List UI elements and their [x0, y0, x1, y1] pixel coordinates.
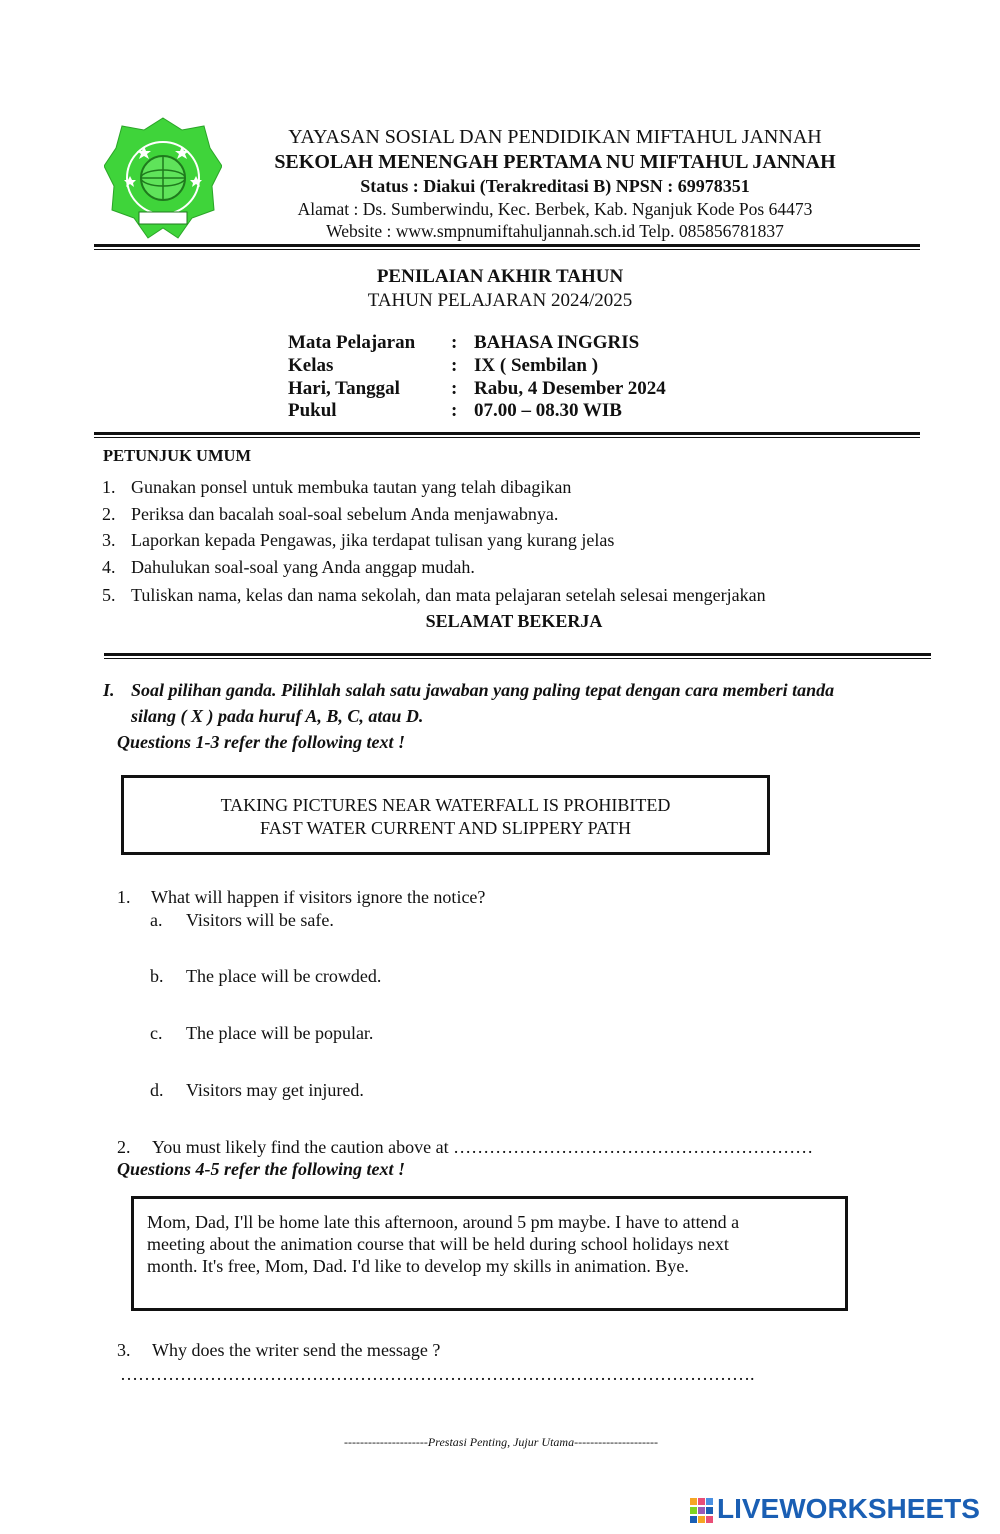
notice-line-1: TAKING PICTURES NEAR WATERFALL IS PROHIBITED — [220, 795, 671, 815]
message-box — [131, 1196, 848, 1311]
option-b-text[interactable]: The place will be crowded. — [186, 966, 382, 986]
subject-label: Mata Pelajaran — [288, 332, 416, 353]
liveworksheets-brand[interactable] — [690, 1493, 990, 1526]
option-d-text[interactable]: Visitors may get injured. — [186, 1080, 364, 1100]
exam-year: TAHUN PELAJARAN 2024/2025 — [367, 290, 633, 311]
question-2-text[interactable]: You must likely find the caution above at …………………………………………………… — [152, 1137, 814, 1157]
class-colon: : — [451, 355, 458, 376]
question-1-number: 1. — [117, 887, 131, 907]
question-2-number: 2. — [117, 1137, 131, 1157]
message-line-1: Mom, Dad, I'll be home late this afternoon, around 5 pm maybe. I have to attend a — [147, 1212, 740, 1232]
liveworksheets-logo-icon — [690, 1498, 714, 1524]
list-item: Dahulukan soal-soal yang Anda anggap mudah. — [131, 557, 475, 577]
time-label: Pukul — [288, 400, 337, 421]
class-label: Kelas — [288, 355, 334, 376]
list-item-number: 5. — [102, 585, 116, 605]
option-b-letter[interactable]: b. — [150, 966, 164, 986]
question-1-text: What will happen if visitors ignore the notice? — [151, 887, 486, 907]
list-item-number: 2. — [102, 504, 116, 524]
question-3-text: Why does the writer send the message ? — [152, 1340, 441, 1360]
section-instruction-line2: silang ( X ) pada huruf A, B, C, atau D. — [131, 706, 424, 726]
notice-line-2: FAST WATER CURRENT AND SLIPPERY PATH — [260, 818, 631, 838]
list-item: Laporkan kepada Pengawas, jika terdapat tulisan yang kurang jelas — [131, 530, 615, 550]
date-colon: : — [451, 378, 458, 399]
subject-colon: : — [451, 332, 458, 353]
refer-questions-4-5: Questions 4-5 refer the following text ! — [117, 1159, 406, 1179]
header-divider — [94, 244, 920, 250]
school-name: SEKOLAH MENENGAH PERTAMA NU MIFTAHUL JANNAH — [274, 151, 836, 173]
option-a-letter[interactable]: a. — [150, 910, 163, 930]
notice-box — [121, 775, 770, 855]
time-value: 07.00 – 08.30 WIB — [474, 400, 622, 421]
time-colon: : — [451, 400, 458, 421]
class-value: IX ( Sembilan ) — [474, 355, 599, 376]
closing-greeting: SELAMAT BEKERJA — [425, 611, 603, 631]
details-divider — [94, 432, 920, 438]
school-address: Alamat : Ds. Sumberwindu, Kec. Berbek, Kab. Nganjuk Kode Pos 64473 — [297, 199, 813, 219]
subject-value: BAHASA INGGRIS — [474, 332, 640, 353]
section-instruction-line1: Soal pilihan ganda. Pilihlah salah satu jawaban yang paling tepat dengan cara memberi tanda — [131, 680, 835, 700]
option-d-letter[interactable]: d. — [150, 1080, 164, 1100]
refer-questions-1-3: Questions 1-3 refer the following text ! — [117, 732, 406, 752]
foundation-name: YAYASAN SOSIAL DAN PENDIDIKAN MIFTAHUL JANNAH — [288, 126, 822, 148]
section-number: I. — [103, 680, 115, 700]
school-website: Website : www.smpnumiftahuljannah.sch.id Telp. 085856781837 — [326, 221, 784, 241]
list-item-number: 3. — [102, 530, 116, 550]
exam-title: PENILAIAN AKHIR TAHUN — [376, 266, 624, 287]
option-c-text[interactable]: The place will be popular. — [186, 1023, 374, 1043]
footer-motto: ---------------------Prestasi Penting, Jujur Utama--------------------- — [343, 1435, 659, 1449]
school-status: Status : Diakui (Terakreditasi B) NPSN : 69978351 — [360, 176, 750, 196]
question-3-number: 3. — [117, 1340, 131, 1360]
instructions-heading: PETUNJUK UMUM — [103, 446, 252, 465]
message-line-2: meeting about the animation course that will be held during school holidays next — [147, 1234, 729, 1254]
list-item-number: 1. — [102, 477, 116, 497]
logo-emblem-icon — [104, 116, 222, 240]
option-c-letter[interactable]: c. — [150, 1023, 163, 1043]
brand-text[interactable]: LIVEWORKSHEETS — [717, 1493, 980, 1524]
school-logo — [104, 116, 222, 240]
date-value: Rabu, 4 Desember 2024 — [474, 378, 666, 399]
answer-line[interactable]: ……………………………………………………………………………………………. — [120, 1364, 755, 1384]
list-item-number: 4. — [102, 557, 116, 577]
list-item: Gunakan ponsel untuk membuka tautan yang telah dibagikan — [131, 477, 572, 497]
instructions-divider — [104, 653, 931, 659]
list-item: Periksa dan bacalah soal-soal sebelum Anda menjawabnya. — [131, 504, 559, 524]
message-line-3: month. It's free, Mom, Dad. I'd like to develop my skills in animation. Bye. — [147, 1256, 689, 1276]
option-a-text[interactable]: Visitors will be safe. — [186, 910, 334, 930]
date-label: Hari, Tanggal — [288, 378, 400, 399]
list-item: Tuliskan nama, kelas dan nama sekolah, dan mata pelajaran setelah selesai mengerjakan — [131, 585, 766, 605]
